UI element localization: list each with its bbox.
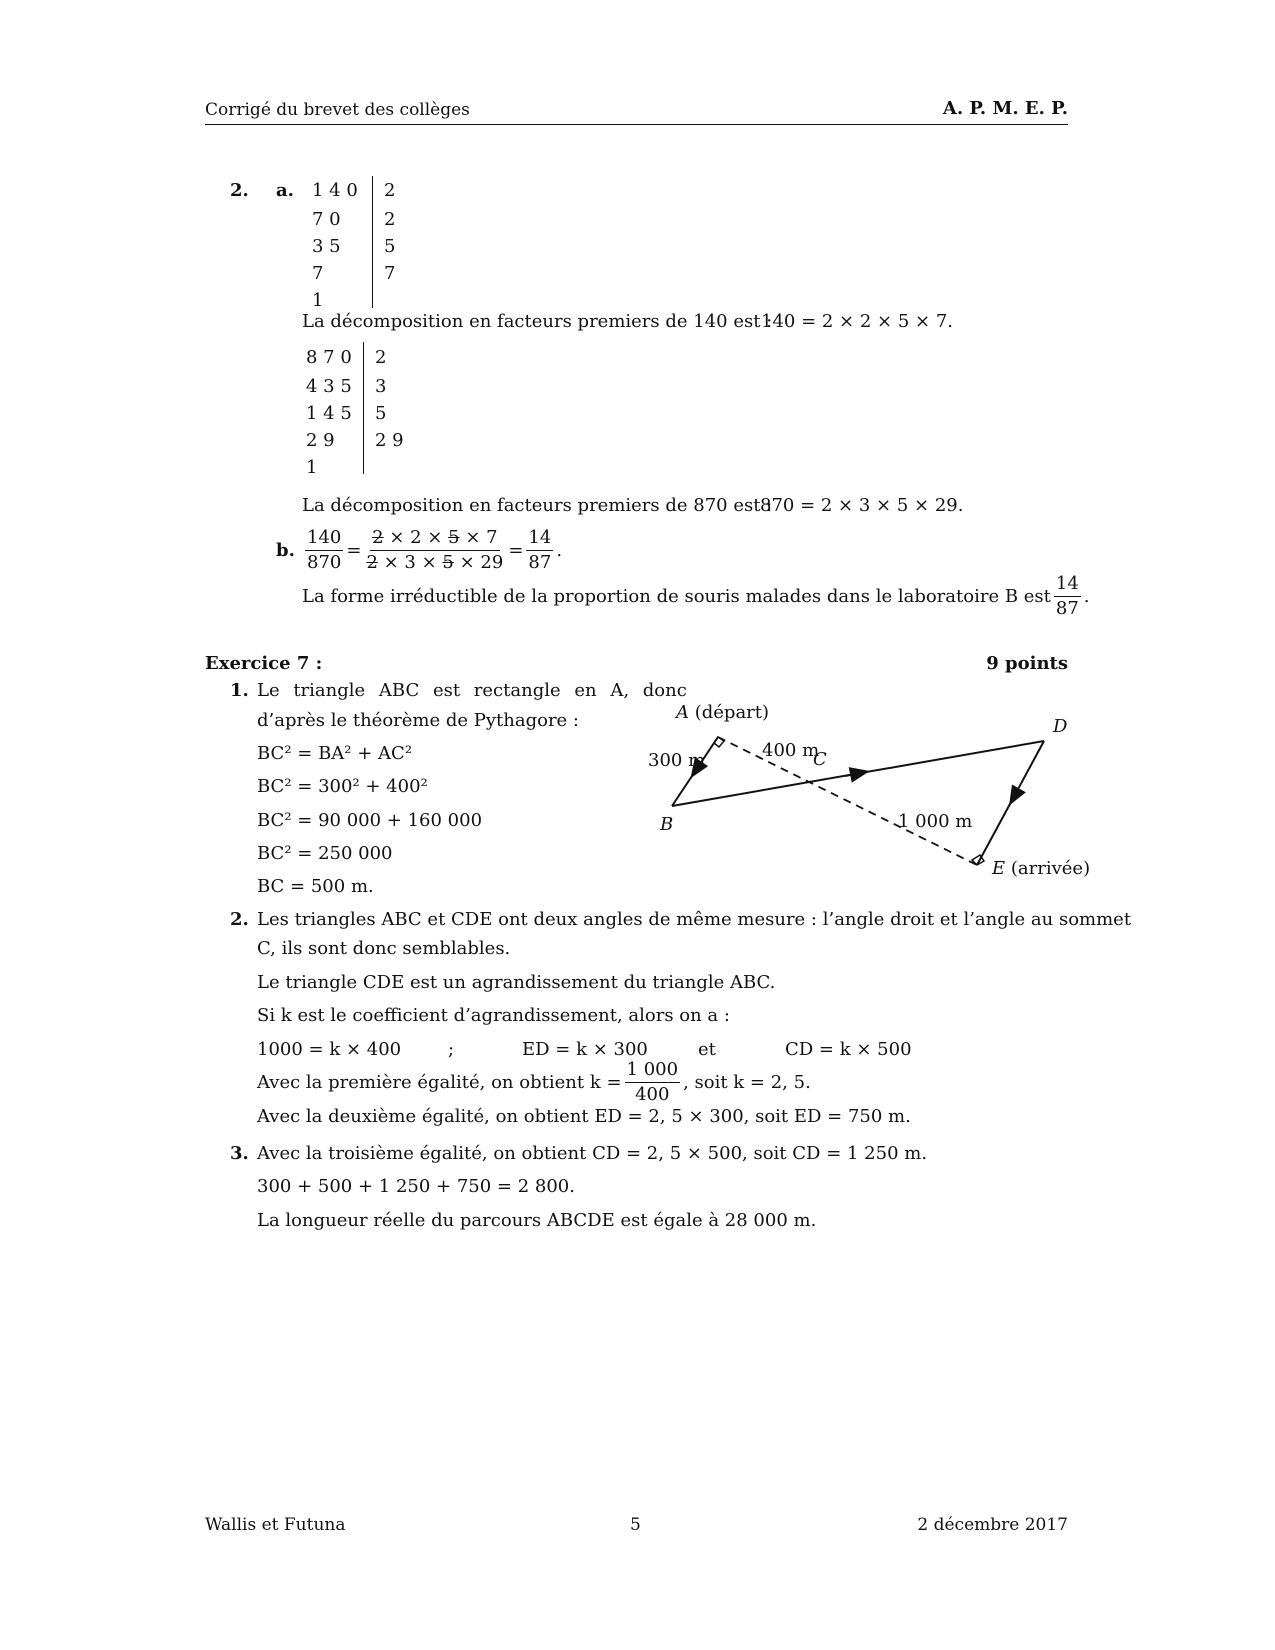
ex7-q1-line2: d’après le théorème de Pythagore :: [257, 710, 579, 731]
ex7-q2-line5: [257, 1058, 811, 1107]
t140-right-2: 5: [384, 236, 396, 257]
num-part-d: × 7: [459, 527, 498, 548]
num-part-b: × 2 ×: [383, 527, 449, 548]
label-C: C: [813, 749, 827, 770]
ex7-q1-eq5: BC = 500 m.: [257, 876, 374, 897]
line5-k: k =: [589, 1072, 622, 1093]
ex7-q2-sep: ;: [448, 1039, 455, 1060]
ex7-q2-line6: Avec la deuxième égalité, on obtient ED = 2, 5 × 300, soit ED = 750 m.: [257, 1106, 911, 1127]
b-equals-2: =: [508, 540, 524, 561]
t870-right-0: 2: [375, 347, 387, 368]
line5-text: Avec la première égalité, on obtient: [257, 1072, 585, 1093]
ex7-q2-line3: Le triangle CDE est un agrandissement du triangle ABC.: [257, 972, 776, 993]
label-300m: 300 m: [648, 750, 706, 771]
ex7-title: Exercice 7 :: [205, 653, 323, 674]
den-part-d: × 29: [453, 552, 504, 573]
ex7-q3-line2: 300 + 500 + 1 250 + 750 = 2 800.: [257, 1176, 575, 1197]
header-right: A. P. M. E. P.: [942, 98, 1068, 119]
conclusion-frac-den: 87: [1055, 598, 1079, 619]
conclusion-period: .: [1083, 586, 1090, 607]
ex7-q1-eq1: BC² = BA² + AC²: [257, 743, 413, 764]
ex7-q3-number: 3.: [230, 1143, 249, 1164]
line5-end: , soit k = 2, 5.: [683, 1072, 811, 1093]
frac-140-870-den: 870: [307, 552, 342, 573]
text-870: La décomposition en facteurs premiers de 870 est :: [302, 495, 773, 516]
q2-number: 2.: [230, 180, 249, 201]
header-left: Corrigé du brevet des collèges: [205, 100, 470, 120]
ex7-q3-line3: La longueur réelle du parcours ABCDE est égale à 28 000 m.: [257, 1210, 817, 1231]
q2b-label: b.: [276, 540, 295, 561]
eq-140: 140 = 2 × 2 × 5 × 7.: [761, 311, 953, 332]
t140-right-0: 2: [384, 180, 396, 201]
b-equals-1: =: [346, 540, 362, 561]
t870-left-3: 2 9: [306, 430, 335, 451]
label-A-letter: A: [676, 702, 689, 723]
t140-left-2: 3 5: [312, 236, 341, 257]
ex7-q2-line1: Les triangles ABC et CDE ont deux angles de même mesure : l’angle droit et l’angle au sommet: [257, 909, 1132, 930]
ex7-q2-eqC: CD = k × 500: [785, 1039, 912, 1060]
t140-left-1: 7 0: [312, 209, 341, 230]
t870-right-3: 2 9: [375, 430, 404, 451]
t140-left-3: 7: [312, 263, 324, 284]
t140-right-3: 7: [384, 263, 396, 284]
eq-870: 870 = 2 × 3 × 5 × 29.: [760, 495, 964, 516]
ex7-q1-eq4: BC² = 250 000: [257, 843, 393, 864]
t140-right-1: 2: [384, 209, 396, 230]
footer-page-number: 5: [630, 1515, 641, 1535]
t140-left-0: 1 4 0: [312, 180, 358, 201]
ex7-q1-number: 1.: [230, 680, 249, 701]
ex7-q1-eq3: BC² = 90 000 + 160 000: [257, 810, 483, 831]
frac-140-870-num: 140: [305, 526, 343, 551]
frac-1000-400-den: 400: [635, 1084, 670, 1105]
ex7-q3-line1: Avec la troisième égalité, on obtient CD = 2, 5 × 500, soit CD = 1 250 m.: [257, 1143, 928, 1164]
footer-left: Wallis et Futuna: [205, 1515, 346, 1535]
ex7-q2-line4: Si k est le coefficient d’agrandissement, alors on a :: [257, 1005, 730, 1026]
t870-right-2: 5: [375, 403, 387, 424]
ex7-q2-et: et: [698, 1039, 716, 1060]
label-400m: 400 m: [762, 740, 820, 761]
label-B: B: [660, 814, 674, 835]
ex7-q2-line2: C, ils sont donc semblables.: [257, 938, 511, 959]
frac-1000-400: [625, 1058, 681, 1107]
segment-AE-dashed: [718, 737, 977, 865]
label-1000m: 1 000 m: [898, 811, 973, 832]
t870-left-1: 4 3 5: [306, 376, 352, 397]
label-D: D: [1053, 716, 1068, 737]
ex7-q1-eq2: BC² = 300² + 400²: [257, 776, 428, 797]
den-part-b: × 3 ×: [377, 552, 443, 573]
label-E-note: (arrivée): [1010, 858, 1091, 879]
t870-left-0: 8 7 0: [306, 347, 352, 368]
label-E: [992, 858, 1090, 879]
ex7-q2-number: 2.: [230, 909, 249, 930]
ex7-q2-eqA: 1000 = k × 400: [257, 1039, 402, 1060]
ex7-q2-eqB: ED = k × 300: [522, 1039, 648, 1060]
segment-AB: [672, 737, 718, 806]
label-A-note: (départ): [694, 702, 770, 723]
frac-14-87-den: 87: [528, 552, 552, 573]
footer-right: 2 décembre 2017: [917, 1515, 1068, 1535]
q2a-label: a.: [276, 180, 294, 201]
t870-left-2: 1 4 5: [306, 403, 352, 424]
text-140: La décomposition en facteurs premiers de 140 est :: [302, 311, 773, 332]
cancel-2-num: 2: [372, 527, 384, 548]
conclusion-text: La forme irréductible de la proportion de souris malades dans le laboratoire B est: [302, 586, 1051, 607]
frac-1000-400-num: 1 000: [625, 1058, 681, 1083]
cancel-5-num: 5: [448, 527, 460, 548]
label-A: [676, 702, 769, 723]
ex7-points: 9 points: [986, 653, 1068, 674]
label-E-letter: E: [992, 858, 1006, 879]
t870-right-1: 3: [375, 376, 387, 397]
cancel-2-den: 2: [366, 552, 378, 573]
ex7-q1-line1: Le triangle ABC est rectangle en A, donc: [257, 680, 687, 701]
conclusion-frac-num: 14: [1054, 572, 1081, 597]
t140-left-4: 1: [312, 290, 324, 311]
t870-left-4: 1: [306, 457, 318, 478]
b-period: .: [556, 540, 563, 561]
segment-DE: [977, 741, 1044, 865]
frac-14-87-num: 14: [526, 526, 553, 551]
cancel-5-den: 5: [442, 552, 454, 573]
